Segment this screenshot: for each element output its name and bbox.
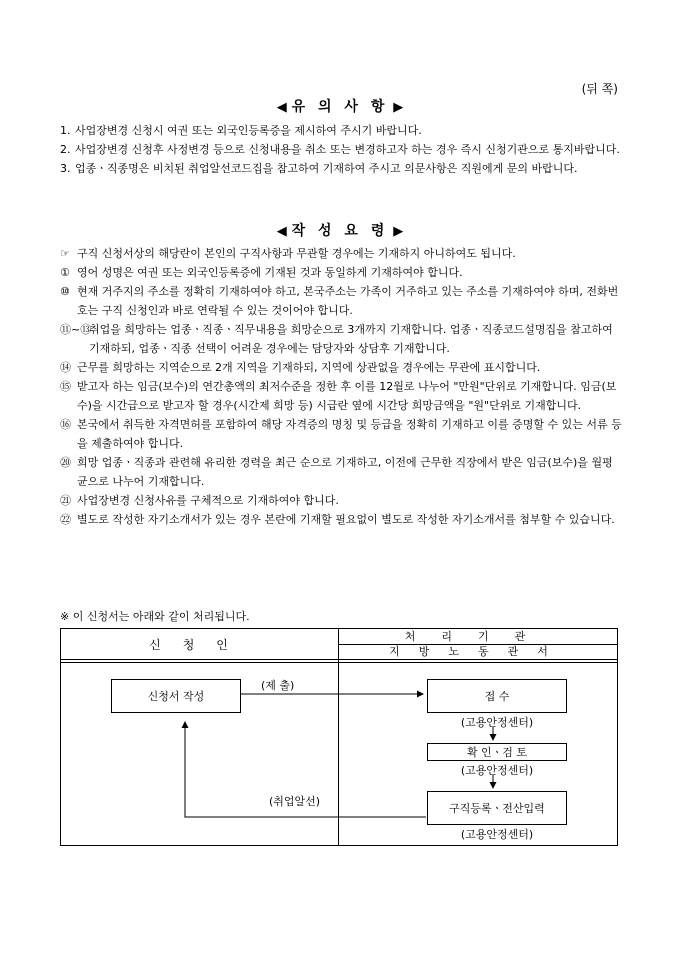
guide-item-marker: ①	[60, 266, 70, 279]
notice-title	[0, 96, 680, 116]
guide-item-text: 취업을 희망하는 업종ㆍ직종ㆍ직무내용을 희망순으로 3개까지 기재합니다. 업종ㆍ직종코드설명집을 참고하여 기재하되, 업종ㆍ직종 선택이 어려운 경우에는 담당자와 상담후 기재합니다.	[89, 323, 613, 355]
office-header: 지방노동관서	[389, 645, 567, 658]
notice-item	[60, 121, 622, 140]
process-flow-table	[60, 628, 618, 846]
guide-item-text: 사업장변경 신청사유를 구체적으로 기재하여야 합니다.	[77, 494, 339, 507]
guide-item	[60, 453, 622, 491]
notice-item	[60, 159, 622, 178]
guide-item-marker: ⑪~⑬	[60, 323, 92, 336]
guide-item	[60, 244, 622, 263]
notice-item-number: 1.	[60, 124, 71, 137]
guide-item	[60, 510, 622, 529]
guide-item	[60, 263, 622, 282]
receive-sub: (고용안정센터)	[460, 716, 534, 729]
right-triangle-icon: ▶	[393, 100, 404, 115]
guide-item-marker: ☞	[60, 247, 70, 260]
referral-label: (취업알선)	[269, 795, 321, 808]
guide-item-text: 별도로 작성한 자기소개서가 있는 경우 본란에 기재할 필요없이 별도로 작성한 자기소개서를 첨부할 수 있습니다.	[77, 513, 615, 526]
guide-item	[60, 377, 622, 415]
guide-item	[60, 491, 622, 510]
right-triangle-icon: ▶	[393, 224, 404, 239]
guide-item-text: 구직 신청서상의 해당란이 본인의 구직사항과 무관할 경우에는 기재하지 아니하여도 됩니다.	[77, 247, 516, 260]
applicant-header: 신청인	[149, 637, 250, 652]
page-side-label: (뒤 쪽)	[581, 82, 618, 96]
notice-item-number: 3.	[60, 162, 71, 175]
notice-list	[60, 121, 622, 178]
guide-title-text: 작 성 요 령	[291, 223, 389, 239]
guide-item	[60, 358, 622, 377]
guide-item-marker: ⑭	[60, 361, 71, 374]
guide-item-text: 영어 성명은 여권 또는 외국인등록증에 기재된 것과 동일하게 기재하여야 합니다.	[77, 266, 463, 279]
notice-item-text: 업종ㆍ직종명은 비치된 취업알선코드집을 참고하여 기재하여 주시고 의문사항은 직원에게 문의 바랍니다.	[75, 162, 578, 175]
guide-item-text: 희망 업종ㆍ직종과 관련해 유리한 경력을 최근 순으로 기재하고, 이전에 근무한 직장에서 받은 임금(보수)을 월평균으로 나누어 기재합니다.	[77, 456, 613, 488]
guide-item-marker: ㉒	[60, 513, 71, 526]
guide-item-text: 현재 거주지의 주소를 정확히 기재하여야 하고, 본국주소는 가족이 거주하고 있는 주소를 기재하여야 하며, 전화번호는 구직 신청인과 바로 연락될 수 있는 것이어야 합니다.	[77, 285, 619, 317]
register-box: 구직등록ㆍ전산입력	[427, 791, 567, 825]
guide-list	[60, 244, 622, 529]
agency-header: 처리기관	[404, 630, 552, 643]
guide-item-text: 근무를 희망하는 지역순으로 2개 지역을 기재하되, 지역에 상관없을 경우에는 무관에 표시합니다.	[77, 361, 541, 374]
left-triangle-icon: ◀	[276, 224, 287, 239]
guide-item-text: 받고자 하는 임금(보수)의 연간총액의 최저수준을 정한 후 이를 12월로 나누어 "만원"단위로 기재합니다. 임금(보수)을 시간급으로 받고자 할 경우(시간제 희망 등) 시급란 옆에 시간당 희망금액을 "원"단위로 기재합니다.	[77, 380, 617, 412]
guide-item-marker: ⑯	[60, 418, 71, 431]
guide-item-marker: ㉑	[60, 494, 71, 507]
register-sub: (고용안정센터)	[460, 828, 534, 841]
submit-label: (제 출)	[261, 679, 295, 692]
guide-item-text: 본국에서 취득한 자격면허를 포함하여 해당 자격증의 명칭 및 등급을 정확히 기재하고 이를 증명할 수 있는 서류 등을 제출하여야 합니다.	[77, 418, 622, 450]
guide-item	[60, 282, 622, 320]
guide-item-marker: ⑳	[60, 456, 71, 469]
guide-item	[60, 320, 622, 358]
left-triangle-icon: ◀	[276, 100, 287, 115]
receive-box: 접 수	[427, 679, 567, 713]
notice-item-text: 사업장변경 신청시 여권 또는 외국인등록증을 제시하여 주시기 바랍니다.	[75, 124, 422, 137]
guide-item-marker: ⑮	[60, 380, 71, 393]
notice-item-number: 2.	[60, 143, 71, 156]
review-box: 확 인ㆍ검 토	[427, 743, 567, 761]
guide-title	[0, 220, 680, 240]
guide-item	[60, 415, 622, 453]
guide-item-marker: ⑩	[60, 285, 70, 298]
notice-title-text: 유 의 사 항	[291, 99, 389, 115]
apply-box: 신청서 작성	[111, 679, 241, 713]
notice-item-text: 사업장변경 신청후 사정변경 등으로 신청내용을 취소 또는 변경하고자 하는 경우 즉시 신청기관으로 통지바랍니다.	[75, 143, 620, 156]
review-sub: (고용안정센터)	[460, 764, 534, 777]
process-note: ※ 이 신청서는 아래와 같이 처리됩니다.	[60, 610, 250, 623]
notice-item	[60, 140, 622, 159]
